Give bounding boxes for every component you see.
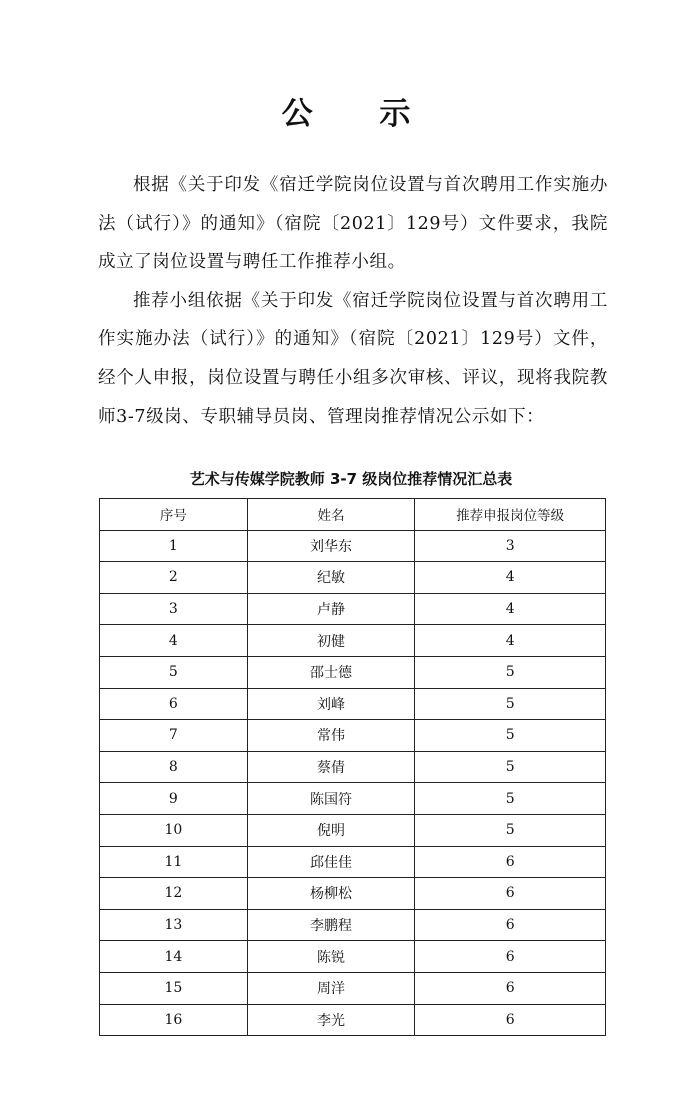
table-title: 艺术与传媒学院教师 3-7 级岗位推荐情况汇总表 xyxy=(189,470,513,488)
table-row xyxy=(100,530,606,562)
table-row xyxy=(100,688,606,720)
notice-body xyxy=(98,166,608,436)
table-row xyxy=(100,909,606,941)
paragraph-1: 根据《关于印发《宿迁学院岗位设置与首次聘用工作实施办法（试行）》的通知》（宿院〔2021〕129号）文件要求，我院成立了岗位设置与聘任工作推荐小组。 xyxy=(98,175,608,273)
row-name: 周洋 xyxy=(247,972,415,1004)
table-row xyxy=(100,656,606,688)
table-row xyxy=(100,751,606,783)
header-name: 姓名 xyxy=(247,499,415,531)
row-index: 3 xyxy=(100,593,248,625)
recommendation-table xyxy=(99,498,606,1036)
table-row xyxy=(100,941,606,973)
row-name: 杨柳松 xyxy=(247,878,415,910)
row-name: 纪敏 xyxy=(247,562,415,594)
row-name: 初健 xyxy=(247,625,415,657)
row-name: 蔡倩 xyxy=(247,751,415,783)
row-index: 13 xyxy=(100,909,248,941)
row-level: 6 xyxy=(415,878,606,910)
row-name: 陈国符 xyxy=(247,783,415,815)
row-index: 9 xyxy=(100,783,248,815)
row-level: 3 xyxy=(415,530,606,562)
row-index: 4 xyxy=(100,625,248,657)
row-index: 11 xyxy=(100,846,248,878)
row-name: 邱佳佳 xyxy=(247,846,415,878)
row-index: 8 xyxy=(100,751,248,783)
header-level: 推荐申报岗位等级 xyxy=(415,499,606,531)
row-index: 5 xyxy=(100,656,248,688)
row-name: 刘华东 xyxy=(247,530,415,562)
row-level: 5 xyxy=(415,751,606,783)
header-index: 序号 xyxy=(100,499,248,531)
row-index: 16 xyxy=(100,1004,248,1036)
row-index: 6 xyxy=(100,688,248,720)
row-level: 6 xyxy=(415,909,606,941)
row-level: 4 xyxy=(415,562,606,594)
row-name: 常伟 xyxy=(247,720,415,752)
row-level: 4 xyxy=(415,593,606,625)
row-index: 14 xyxy=(100,941,248,973)
table-row xyxy=(100,562,606,594)
row-level: 5 xyxy=(415,814,606,846)
table-header-row xyxy=(100,499,606,531)
row-index: 15 xyxy=(100,972,248,1004)
table-row xyxy=(100,846,606,878)
row-index: 12 xyxy=(100,878,248,910)
row-level: 5 xyxy=(415,720,606,752)
row-name: 倪明 xyxy=(247,814,415,846)
row-level: 5 xyxy=(415,688,606,720)
row-name: 陈锐 xyxy=(247,941,415,973)
table-row xyxy=(100,878,606,910)
table-row xyxy=(100,593,606,625)
table-row xyxy=(100,783,606,815)
row-level: 6 xyxy=(415,972,606,1004)
row-name: 卢静 xyxy=(247,593,415,625)
row-level: 6 xyxy=(415,846,606,878)
row-name: 邵士德 xyxy=(247,656,415,688)
row-name: 李鹏程 xyxy=(247,909,415,941)
page-title: 公 示 xyxy=(281,96,439,132)
row-index: 10 xyxy=(100,814,248,846)
table-row xyxy=(100,625,606,657)
paragraph-2: 推荐小组依据《关于印发《宿迁学院岗位设置与首次聘用工作实施办法（试行）》的通知》（宿院〔2021〕129号）文件，经个人申报，岗位设置与聘任小组多次审核、评议，现将我院教师3-7级岗、专职辅导员岗、管理岗推荐情况公示如下： xyxy=(98,290,608,427)
row-name: 刘峰 xyxy=(247,688,415,720)
row-level: 4 xyxy=(415,625,606,657)
row-level: 6 xyxy=(415,1004,606,1036)
table-row xyxy=(100,720,606,752)
row-level: 6 xyxy=(415,941,606,973)
row-index: 7 xyxy=(100,720,248,752)
table-row xyxy=(100,1004,606,1036)
table-row xyxy=(100,972,606,1004)
row-level: 5 xyxy=(415,656,606,688)
table-row xyxy=(100,814,606,846)
row-index: 2 xyxy=(100,562,248,594)
row-level: 5 xyxy=(415,783,606,815)
row-name: 李光 xyxy=(247,1004,415,1036)
row-index: 1 xyxy=(100,530,248,562)
table-body xyxy=(100,530,606,1036)
